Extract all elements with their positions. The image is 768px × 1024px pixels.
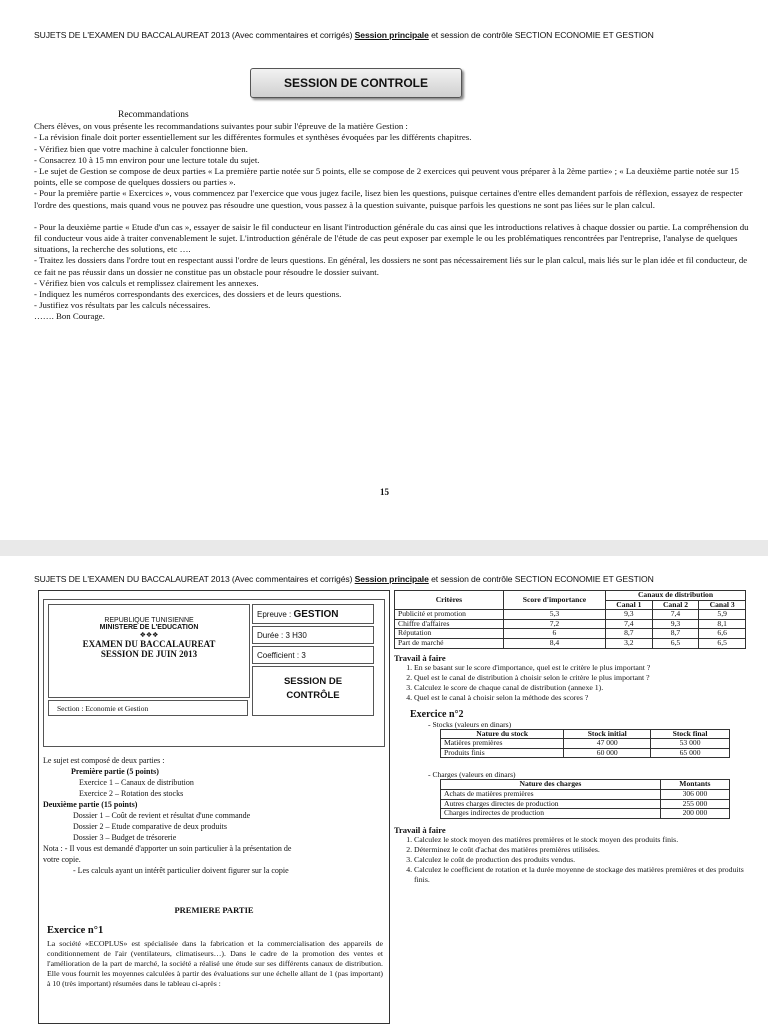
reco-line: - Pour la deuxième partie « Etude d'un cas », essayer de saisir le fil conducteur en lisant l'introduction générale du cas ainsi que les introductions relatives à chaque dossier ou partie. La compréhension du fil conducteur vous aide à traiter convenablement le sujet. L'introduction générale de l'étude de cas peut exposer par exemple le ou les problématiques rencontrées par l'entreprise, l'analyse de quelques situations, la recherche des solutions, etc ….: [34, 221, 749, 255]
exam-duration: Durée : 3 H30: [252, 626, 374, 644]
table-cell: Produits finis: [441, 748, 564, 758]
value-cell: 7,4: [606, 619, 653, 629]
table-row: [441, 809, 730, 819]
exam-section: Section : Economie et Gestion: [48, 700, 248, 716]
exam-structure: [43, 755, 383, 876]
value-cell: 3,2: [606, 638, 653, 648]
column-header: Nature des charges: [441, 780, 661, 790]
structure-line: votre copie.: [43, 855, 81, 864]
exercise-2-title: Exercice n°2: [410, 708, 464, 720]
reco-line: - Justifiez vos résultats par les calculs nécessaires.: [34, 300, 211, 311]
recommendations-title: Recommandations: [118, 110, 189, 120]
exam-subject: Epreuve : GESTION: [252, 604, 374, 624]
table-row: [441, 739, 730, 749]
column-header: Montants: [660, 780, 729, 790]
reco-line: Chers élèves, on vous présente les recommandations suivantes pour subir l'épreuve de la matière Gestion :: [34, 121, 408, 132]
question-item: 1. Calculez le stock moyen des matières premières et le stock moyen des produits finis.: [414, 835, 746, 845]
exam-session: SESSION DE CONTRÔLE: [252, 666, 374, 716]
recommendations: [34, 110, 749, 323]
section-heading: PREMIERE PARTIE: [174, 905, 254, 915]
value-cell: 9,3: [606, 610, 653, 620]
charges-label: - Charges (valeurs en dinars): [428, 770, 516, 780]
reco-line: - Indiquez les numéros correspondants des exercices, des dossiers et de leurs questions.: [34, 289, 342, 300]
structure-line: Dossier 3 – Budget de trésorerie: [73, 833, 177, 842]
value-cell: 7,4: [652, 610, 699, 620]
reco-line: - Vérifiez bien que votre machine à calculer fonctionne bien.: [34, 143, 248, 154]
structure-line: Deuxième partie (15 points): [43, 800, 138, 809]
table-cell: Autres charges directes de production: [441, 799, 661, 809]
questions-1: [394, 663, 746, 703]
reco-line: - Le sujet de Gestion se compose de deux parties « La première partie notée sur 5 points, elle se compose de 2 exercices qui peuvent vous préparer à la 2ème partie» ; « La deuxième partie notée sur 15 points, elle se compose de quelques dossiers ou parties ».: [34, 166, 739, 188]
question-item: 2. Quel est le canal de distribution à choisir selon le critère le plus important ?: [414, 673, 746, 683]
criteria-cell: Publicité et promotion: [395, 610, 504, 620]
reco-line: ……. Bon Courage.: [34, 311, 105, 322]
table-cell: 47 000: [564, 739, 651, 749]
value-cell: 8,7: [606, 629, 653, 639]
criteria-cell: Part de marché: [395, 638, 504, 648]
value-cell: 6,6: [699, 629, 746, 639]
score-cell: 5,3: [503, 610, 605, 620]
structure-line: Dossier 2 – Etude comparative de deux produits: [73, 822, 227, 831]
structure-line: Exercice 2 – Rotation des stocks: [79, 789, 184, 798]
table-cell: Matières premières: [441, 739, 564, 749]
column-header: Stock final: [651, 729, 730, 739]
value-cell: 6,5: [652, 638, 699, 648]
question-item: 1. En se basant sur le score d'importance, quel est le critère le plus important ?: [414, 663, 746, 673]
structure-line: - Les calculs ayant un intérêt particulier doivent figurer sur la copie: [73, 866, 289, 875]
score-cell: 7,2: [503, 619, 605, 629]
structure-line: Nota : - Il vous est demandé d'apporter un soin particulier à la présentation de: [43, 844, 292, 853]
table-row: [395, 610, 746, 620]
value-cell: 5,9: [699, 610, 746, 620]
canal-header: Canal 1: [606, 600, 653, 610]
stocks-table: [440, 729, 730, 759]
score-cell: 6: [503, 629, 605, 639]
table-cell: 65 000: [651, 748, 730, 758]
ornament: ❖❖❖: [139, 631, 159, 639]
page-header: SUJETS DE L'EXAMEN DU BACCALAUREAT 2013 (Avec commentaires et corrigés) Session principale et session de contrôle SECTION ECONOMIE ET GESTION: [34, 30, 654, 40]
question-item: 3. Calculez le score de chaque canal de distribution (annexe 1).: [414, 683, 746, 693]
table-cell: 60 000: [564, 748, 651, 758]
criteria-cell: Réputation: [395, 629, 504, 639]
page-number: 15: [380, 487, 389, 497]
exam-identity-box: [43, 599, 385, 747]
reco-line: - Pour la première partie « Exercices », vous commencez par l'exercice que vous jugez facile, lisez bien les questions, puisque certaines d'entre elles demandent parfois de réflexion, essayez de respecter l'ordre des questions, mais quand vous ne pouvez pas résoudre une question, vous passez à la question suivante, puisque parfois les questions ne sont pas liées sur le plan calcul.: [34, 188, 743, 210]
column-header: Nature du stock: [441, 729, 564, 739]
structure-line: Première partie (5 points): [71, 767, 159, 776]
question-item: 4. Calculez le coefficient de rotation et la durée moyenne de stockage des matières premières et des produits finis.: [414, 865, 746, 885]
spacer: [34, 211, 749, 222]
reco-line: - Traitez les dossiers dans l'ordre tout en respectant aussi l'ordre de leurs questions. En général, les dossiers ne sont pas nécessairement liés sur le plan calcul, mais liés sur le plan idée et fil conducteur, de ce fait ne pas réussir dans un dossier ne constitue pas un obstacle pour résoudre le dossier suivant.: [34, 255, 748, 277]
criteria-table: Critères Score d'importance Canaux de distribution Canal 1 Canal 2 Canal 3 Publicité et promotion 5,3 9,3 7,4 5,9 Chiffre d'affaires 7,2 7,4 9,3 8,1 Réputation 6 8,7 8,7 6,6 Part de marché 8,4 3,2 6,5 6,5: [394, 590, 746, 649]
table-cell: Charges indirectes de production: [441, 809, 661, 819]
work-heading: Travail à faire: [394, 824, 446, 835]
value-cell: 8,7: [652, 629, 699, 639]
value-cell: 9,3: [652, 619, 699, 629]
table-cell: 53 000: [651, 739, 730, 749]
value-cell: 8,1: [699, 619, 746, 629]
page-header: SUJETS DE L'EXAMEN DU BACCALAUREAT 2013 (Avec commentaires et corrigés) Session principale et session de contrôle SECTION ECONOMIE ET GESTION: [34, 574, 654, 584]
question-item: 4. Quel est le canal à choisir selon la méthode des scores ?: [414, 693, 746, 703]
table-cell: 306 000: [660, 789, 729, 799]
charges-table: [440, 779, 730, 818]
reco-line: - Consacrez 10 à 15 mn environ pour une lecture totale du sujet.: [34, 154, 260, 165]
column-header: Stock initial: [564, 729, 651, 739]
value-cell: 6,5: [699, 638, 746, 648]
table-cell: 200 000: [660, 809, 729, 819]
table-row: [395, 619, 746, 629]
work-heading: Travail à faire: [394, 652, 446, 663]
exam-coefficient: Coefficient : 3: [252, 646, 374, 664]
structure-line: Exercice 1 – Canaux de distribution: [79, 778, 194, 787]
structure-line: Dossier 1 – Coût de revient et résultat d'une commande: [73, 811, 251, 820]
question-item: 3. Calculez le coût de production des produits vendus.: [414, 855, 746, 865]
reco-line: - La révision finale doit porter essentiellement sur les différentes formules et synthèses évoquées par les différents chapitres.: [34, 132, 472, 143]
exam-authority: REPUBLIQUE TUNISIENNE MINISTERE DE L'EDUCATION ❖❖❖ EXAMEN DU BACCALAUREAT SESSION DE JUIN 2013: [48, 604, 250, 698]
table-row: [395, 638, 746, 648]
table-cell: 255 000: [660, 799, 729, 809]
exam-left-column: [38, 590, 390, 1024]
exam-right-column: [394, 590, 746, 885]
canal-header: Canal 3: [699, 600, 746, 610]
stocks-label: - Stocks (valeurs en dinars): [428, 719, 512, 729]
session-title-box: SESSION DE CONTROLE: [250, 68, 462, 98]
reco-line: - Vérifiez bien vos calculs et remplissez clairement les annexes.: [34, 277, 259, 288]
canal-header: Canal 2: [652, 600, 699, 610]
score-cell: 8,4: [503, 638, 605, 648]
table-row: [441, 789, 730, 799]
structure-line: Le sujet est composé de deux parties :: [43, 756, 165, 765]
criteria-cell: Chiffre d'affaires: [395, 619, 504, 629]
table-row: [441, 748, 730, 758]
table-cell: Achats de matières premières: [441, 789, 661, 799]
document-page-2: [0, 556, 768, 1024]
questions-2: [394, 835, 746, 885]
table-row: [395, 629, 746, 639]
exercise-1-title: Exercice n°1: [47, 925, 104, 936]
exercise-1-text: La société «ECOPLUS» est spécialisée dans la fabrication et la commercialisation des appareils de conditionnement de l'air (ventilateurs, climatiseurs…). Dans le cadre de la promotion des ventes et l'amélioration de la part de marché, la société a réalisé une étude sur ses différents canaux de distribution. Elle vous fournit les moyennes calculées à partir des évaluations sur une échelle allant de 1 (pas important) à 10 (très important) résumées dans le tableau ci-après :: [47, 939, 383, 988]
question-item: 2. Déterminez le coût d'achat des matières premières utilisées.: [414, 845, 746, 855]
